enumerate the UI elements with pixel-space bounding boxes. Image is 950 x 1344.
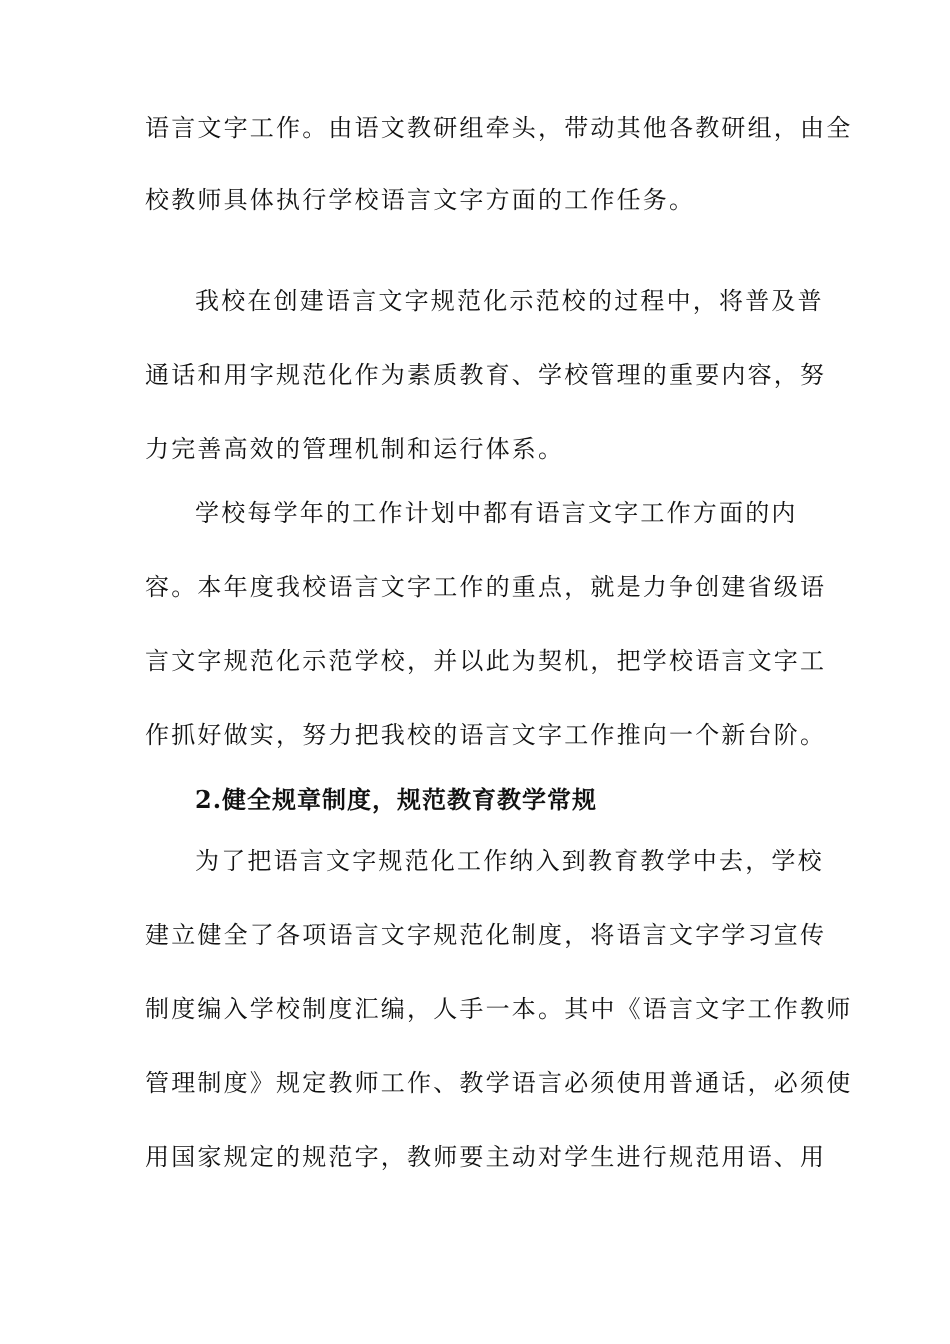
paragraph-1-line-2: 校教师具体执行学校语言文字方面的工作任务。 [145, 186, 696, 214]
paragraph-3-line-2: 容。本年度我校语言文字工作的重点，就是力争创建省级语 [145, 573, 827, 601]
section-paragraph-line-5: 用国家规定的规范字，教师要主动对学生进行规范用语、用 [145, 1143, 827, 1171]
paragraph-2-line-2: 通话和用字规范化作为素质教育、学校管理的重要内容，努 [145, 361, 827, 389]
section-paragraph-line-4: 管理制度》规定教师工作、教学语言必须使用普通话，必须使 [145, 1069, 853, 1097]
paragraph-3-line-4: 作抓好做实，努力把我校的语言文字工作推向一个新台阶。 [145, 721, 827, 749]
section-paragraph-line-3: 制度编入学校制度汇编，人手一本。其中《语言文字工作教师 [145, 995, 853, 1023]
paragraph-2-line-3: 力完善高效的管理机制和运行体系。 [145, 435, 565, 463]
section-paragraph-line-1: 为了把语言文字规范化工作纳入到教育教学中去，学校 [195, 847, 824, 875]
section-heading: 2.健全规章制度，规范教育教学常规 [195, 785, 598, 814]
paragraph-3-line-3: 言文字规范化示范学校，并以此为契机，把学校语言文字工 [145, 647, 827, 675]
paragraph-1-line-1: 语言文字工作。由语文教研组牵头，带动其他各教研组，由全 [145, 114, 853, 142]
paragraph-3-line-1: 学校每学年的工作计划中都有语言文字工作方面的内 [195, 499, 798, 527]
paragraph-2-line-1: 我校在创建语言文字规范化示范校的过程中，将普及普 [195, 287, 824, 315]
section-paragraph-line-2: 建立健全了各项语言文字规范化制度，将语言文字学习宣传 [145, 921, 827, 949]
